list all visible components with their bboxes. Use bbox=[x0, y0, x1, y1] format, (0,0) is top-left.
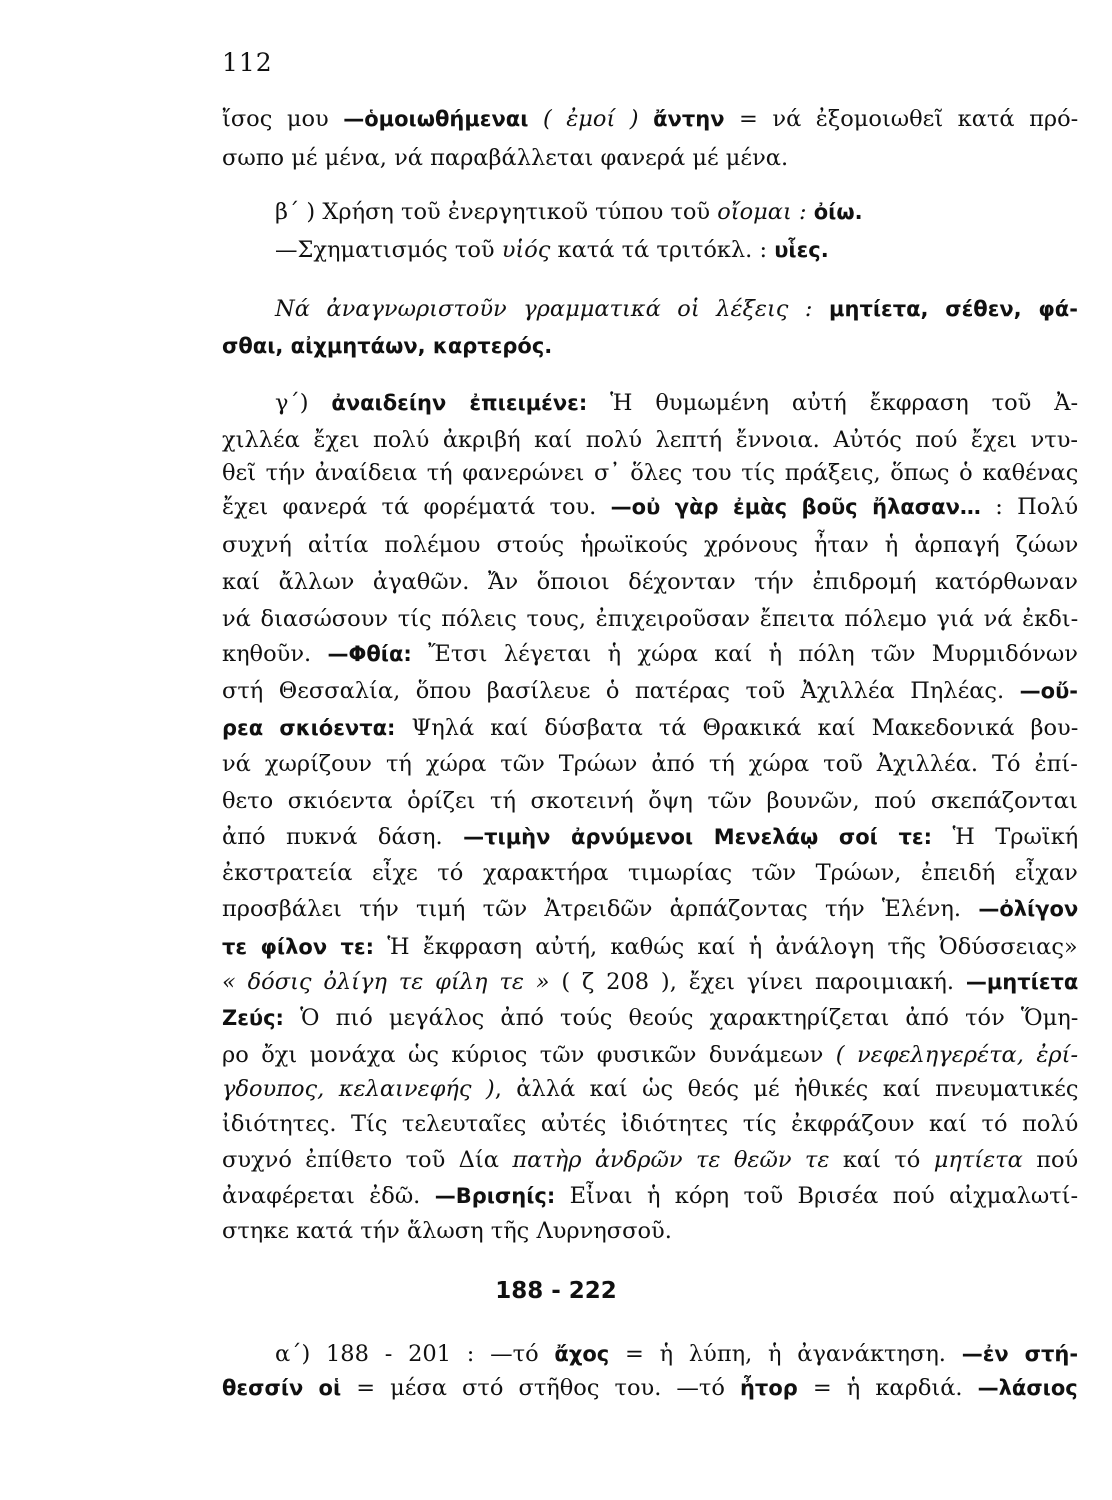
text-line bbox=[222, 748, 1078, 780]
plain-text: Ἡ ἔκφραση αὐτή, καθώς καί ἡ ἀνάλογη τῆς Ὀδύσσειας» bbox=[374, 934, 1078, 960]
italic-text: υἱός bbox=[501, 237, 551, 263]
section-heading: 188 - 222 bbox=[495, 1278, 617, 1304]
text-line-content bbox=[222, 821, 1078, 853]
plain-text: καί ἄλλων ἀγαθῶν. Ἄν ὅποιοι δέχονταν τήν ἐπιδρομή κατόρθωναν bbox=[222, 569, 1078, 595]
plain-text: ἔχει φανερά τά φορέματά του. bbox=[222, 494, 611, 520]
text-line bbox=[222, 712, 1078, 744]
text-line-content bbox=[222, 103, 1078, 135]
text-line-content bbox=[275, 387, 1078, 419]
plain-text: Εἶναι ἡ κόρη τοῦ Βρισέα πού αἰχμαλωτί- bbox=[555, 1183, 1079, 1209]
plain-text: , ἀλλά καί ὡς θεός μέ ἠθικές καί πνευματικές bbox=[494, 1076, 1079, 1102]
text-line bbox=[222, 103, 1078, 135]
plain-text: —Σχηματισμός τοῦ bbox=[275, 237, 502, 263]
text-line bbox=[275, 196, 1078, 228]
text-line bbox=[222, 857, 1078, 889]
plain-text: γ΄) bbox=[275, 390, 332, 416]
plain-text: Ἡ Τρωϊκή bbox=[932, 824, 1079, 850]
bold-term: σθαι, αἰχμητάων, καρτερός. bbox=[222, 334, 553, 358]
text-line bbox=[222, 638, 1078, 670]
italic-text: πατὴρ ἀνδρῶν τε θεῶν τε bbox=[512, 1147, 830, 1173]
plain-text: σωπο μέ μένα, νά παραβάλλεται φανερά μέ μένα. bbox=[222, 145, 789, 171]
bold-term: ὀίω. bbox=[813, 200, 863, 224]
text-line-content bbox=[275, 293, 1078, 325]
italic-text: οἴομαι : bbox=[717, 199, 807, 225]
bold-term: —λάσιος bbox=[977, 1376, 1078, 1400]
plain-text: : Πολύ bbox=[980, 494, 1079, 520]
text-line-content bbox=[222, 1215, 672, 1247]
text-line-content bbox=[222, 675, 1078, 707]
plain-text bbox=[813, 296, 830, 322]
text-line-content bbox=[222, 748, 1078, 780]
bold-term: —Φθία: bbox=[327, 642, 412, 666]
text-line bbox=[222, 1039, 1078, 1071]
plain-text: ( ζ 208 ), ἔχει γίνει παροιμιακή. bbox=[549, 969, 966, 995]
text-line bbox=[222, 424, 1078, 456]
plain-text: Ἡ θυμωμένη αὐτή ἔκφραση τοῦ Ἀ- bbox=[587, 390, 1079, 416]
text-line-content bbox=[222, 857, 1078, 889]
plain-text: ἰδιότητες. Τίς τελευταῖες αὐτές ἰδιότητες τίς ἐκφράζουν καί τό πολύ bbox=[222, 1111, 1079, 1137]
bold-term: —ὀλίγον bbox=[978, 897, 1079, 921]
plain-text: κηθοῦν. bbox=[222, 641, 328, 667]
text-line-content bbox=[222, 1039, 1078, 1071]
text-line-content bbox=[222, 1108, 1078, 1140]
text-line bbox=[222, 675, 1078, 707]
plain-text: Ὁ πιό μεγάλος ἀπό τούς θεούς χαρακτηρίζεται ἀπό τόν Ὅμη- bbox=[283, 1005, 1079, 1031]
text-line bbox=[222, 931, 1078, 963]
plain-text: Ἔτσι λέγεται ἡ χώρα καί ἡ πόλη τῶν Μυρμιδόνων bbox=[411, 641, 1078, 667]
text-line bbox=[222, 1108, 1078, 1140]
text-line bbox=[222, 603, 1078, 635]
bold-term: θεσσίν οἱ bbox=[222, 1376, 342, 1400]
text-line bbox=[222, 529, 1078, 561]
plain-text: α΄) 188 - 201 : —τό bbox=[275, 1341, 555, 1367]
plain-text: Ψηλά καί δύσβατα τά Θρακικά καί Μακεδονικά βου- bbox=[395, 715, 1079, 741]
text-line-content bbox=[222, 566, 1078, 598]
text-line-content bbox=[222, 893, 1078, 925]
plain-text: προσβάλει τήν τιμή τῶν Ἀτρειδῶν ἁρπάζοντας τήν Ἑλένη. bbox=[222, 896, 979, 922]
text-line-content bbox=[222, 1180, 1078, 1212]
page-number: 112 bbox=[222, 48, 273, 77]
plain-text: = μέσα στό στῆθος του. —τό bbox=[341, 1375, 740, 1401]
bold-term: ἄχος bbox=[554, 1342, 610, 1366]
text-line bbox=[222, 1215, 1078, 1247]
text-line bbox=[222, 893, 1078, 925]
plain-text: = ἡ λύπη, ἡ ἀγανάκτηση. bbox=[609, 1341, 962, 1367]
plain-text bbox=[807, 199, 814, 225]
text-line bbox=[222, 966, 1078, 998]
plain-text: χιλλέα ἔχει πολύ ἀκριβή καί πολύ λεπτή ἔννοια. Αὐτός πού ἔχει ντυ- bbox=[222, 427, 1079, 453]
plain-text: ἀναφέρεται ἐδῶ. bbox=[222, 1183, 435, 1209]
text-line bbox=[222, 142, 1078, 174]
bold-term: μητίετα, σέθεν, φά- bbox=[829, 297, 1078, 321]
text-line-content bbox=[222, 785, 1078, 817]
bold-term: Ζεύς: bbox=[222, 1006, 284, 1030]
text-line bbox=[222, 1180, 1078, 1212]
text-line bbox=[222, 491, 1078, 523]
plain-text: πού bbox=[1022, 1147, 1079, 1173]
text-line-content bbox=[275, 234, 829, 266]
italic-text: γδουπος, κελαινεφής ) bbox=[222, 1076, 495, 1102]
text-line-content bbox=[275, 1338, 1078, 1370]
plain-text: κατά τά τριτόκλ. : bbox=[550, 237, 775, 263]
text-line-content bbox=[222, 424, 1078, 456]
text-line bbox=[222, 1372, 1078, 1404]
bold-term: —Βρισηίς: bbox=[434, 1184, 556, 1208]
bold-term: υἷες. bbox=[774, 238, 829, 262]
plain-text bbox=[639, 106, 654, 132]
bold-term: —οὔ- bbox=[1019, 679, 1078, 703]
italic-text: ( ἐμοί ) bbox=[542, 106, 639, 132]
text-line-content bbox=[222, 330, 552, 362]
plain-text: στή Θεσσαλία, ὅπου βασίλευε ὁ πατέρας τοῦ Ἀχιλλέα Πηλέας. bbox=[222, 678, 1020, 704]
text-line bbox=[222, 1002, 1078, 1034]
bold-term: τε φίλον τε: bbox=[222, 935, 375, 959]
bold-term: —τιμὴν ἀρνύμενοι Μενελάῳ σοί τε: bbox=[463, 825, 932, 849]
bold-term: ρεα σκιόεντα: bbox=[222, 716, 396, 740]
bold-term: —ὁμοιωθήμεναι bbox=[343, 107, 529, 131]
italic-text: « δόσις ὀλίγη τε φίλη τε » bbox=[222, 969, 550, 995]
text-line-content bbox=[222, 1372, 1078, 1404]
plain-text: συχνό ἐπίθετο τοῦ Δία bbox=[222, 1147, 513, 1173]
plain-text: β΄ ) Χρήση τοῦ ἐνεργητικοῦ τύπου τοῦ bbox=[275, 199, 718, 225]
text-line-content bbox=[222, 457, 1078, 489]
text-line bbox=[222, 330, 1078, 362]
plain-text: καί τό bbox=[829, 1147, 934, 1173]
plain-text: ἴσος μου bbox=[222, 106, 344, 132]
text-line-content bbox=[222, 491, 1078, 523]
text-line bbox=[222, 1144, 1078, 1176]
plain-text: ἀπό πυκνά δάση. bbox=[222, 824, 464, 850]
text-line bbox=[275, 387, 1078, 419]
bold-term: ἦτορ bbox=[739, 1376, 798, 1400]
text-line-content bbox=[222, 966, 1078, 998]
text-line-content bbox=[222, 1002, 1078, 1034]
italic-text: Νά ἀναγνωριστοῦν γραμματικά οἱ λέξεις : bbox=[275, 296, 813, 322]
text-line-content bbox=[222, 931, 1078, 963]
text-line-content bbox=[222, 1073, 1078, 1105]
plain-text: = ἡ καρδιά. bbox=[797, 1375, 978, 1401]
plain-text: ρο ὄχι μονάχα ὡς κύριος τῶν φυσικῶν δυνάμεων bbox=[222, 1042, 836, 1068]
text-line bbox=[222, 1073, 1078, 1105]
text-line-content bbox=[222, 603, 1078, 635]
text-line-content bbox=[222, 638, 1078, 670]
text-line-content bbox=[275, 196, 863, 228]
plain-text: = νά ἐξομοιωθεῖ κατά πρό- bbox=[724, 106, 1079, 132]
plain-text: συχνή αἰτία πολέμου στούς ἡρωϊκούς χρόνους ἦταν ἡ ἁρπαγή ζώων bbox=[222, 532, 1079, 558]
plain-text: νά διασώσουν τίς πόλεις τους, ἐπιχειροῦσαν ἔπειτα πόλεμο γιά νά ἐκδι- bbox=[222, 606, 1079, 632]
bold-term: ἄντην bbox=[653, 107, 725, 131]
plain-text: θεῖ τήν ἀναίδεια τή φανερώνει σ᾽ ὅλες του τίς πράξεις, ὅπως ὁ καθένας bbox=[222, 460, 1079, 486]
plain-text: ἐκστρατεία εἶχε τό χαρακτήρα τιμωρίας τῶν Τρώων, ἐπειδή εἶχαν bbox=[222, 860, 1078, 886]
text-line-content bbox=[222, 529, 1078, 561]
text-line bbox=[275, 1338, 1078, 1370]
plain-text bbox=[528, 106, 543, 132]
bold-term: ἀναιδείην ἐπιειμένε: bbox=[331, 391, 588, 415]
text-line-content bbox=[222, 712, 1078, 744]
text-line bbox=[222, 457, 1078, 489]
bold-term: —μητίετα bbox=[965, 970, 1079, 994]
text-line bbox=[275, 293, 1078, 325]
text-line bbox=[222, 821, 1078, 853]
plain-text: θετο σκιόεντα ὁρίζει τή σκοτεινή ὄψη τῶν βουνῶν, πού σκεπάζονται bbox=[222, 788, 1078, 814]
text-line-content bbox=[222, 142, 788, 174]
plain-text: στηκε κατά τήν ἅλωση τῆς Λυρνησσοῦ. bbox=[222, 1218, 672, 1244]
text-line bbox=[222, 785, 1078, 817]
bold-term: —οὐ γὰρ ἐμὰς βοῦς ἤλασαν… bbox=[610, 495, 981, 519]
text-line bbox=[222, 566, 1078, 598]
plain-text: νά χωρίζουν τή χώρα τῶν Τρώων ἀπό τή χώρα τοῦ Ἀχιλλέα. Τό ἐπί- bbox=[222, 751, 1078, 777]
text-line-content bbox=[222, 1144, 1078, 1176]
italic-text: μητίετα bbox=[933, 1147, 1023, 1173]
text-line bbox=[275, 234, 1078, 266]
bold-term: —ἐν στή- bbox=[961, 1342, 1079, 1366]
italic-text: ( νεφεληγερέτα, ἐρί- bbox=[835, 1042, 1079, 1068]
